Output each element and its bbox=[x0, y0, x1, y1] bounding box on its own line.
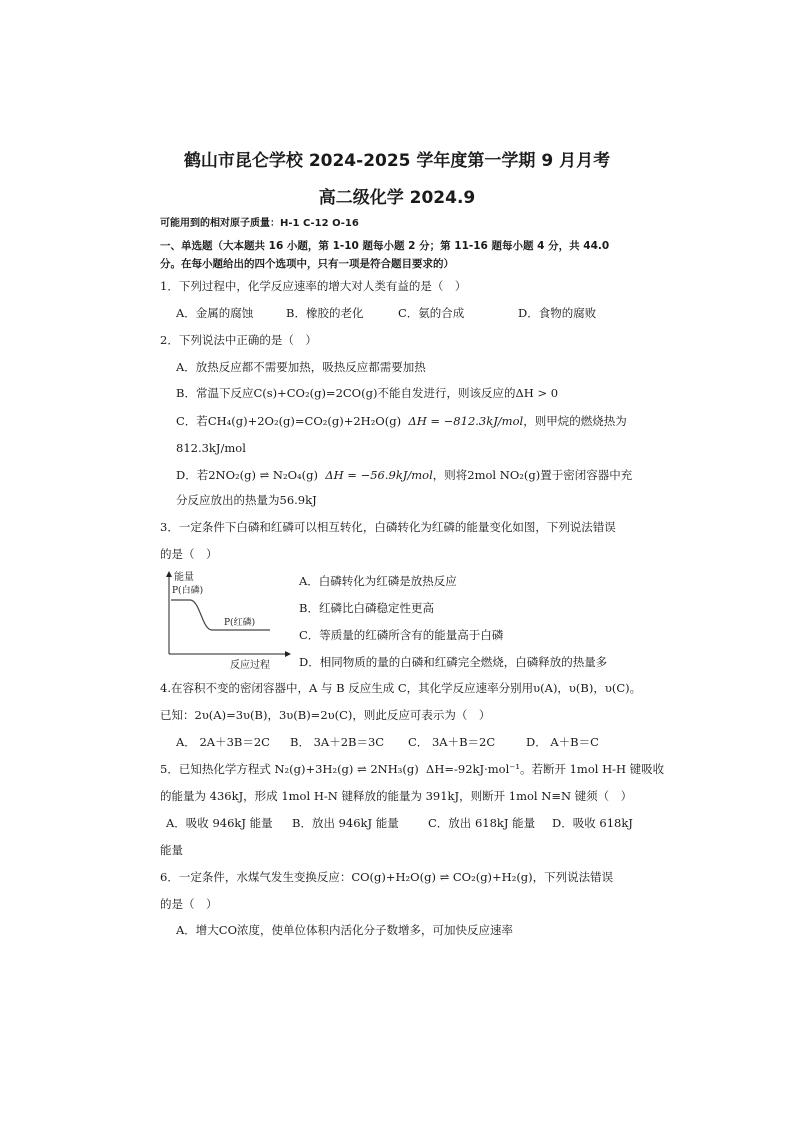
q2-d-mid: ，则将 bbox=[432, 468, 468, 482]
q2-b-equation: C(s)+CO₂(g)=2CO(g) bbox=[253, 386, 378, 400]
q5-option-a: A．吸收 946kJ 能量 bbox=[166, 816, 273, 830]
q5-option-c: C．放出 618kJ 能量 bbox=[428, 816, 536, 830]
q2-d-amount: 2mol NO₂(g) bbox=[467, 468, 541, 482]
q2-b-enthalpy: ΔH > 0 bbox=[515, 386, 559, 400]
q2-option-c bbox=[176, 413, 627, 429]
q6-stem-rest: ，下列说法错误 bbox=[532, 870, 614, 884]
q4-option-d: D． A＋B＝C bbox=[526, 735, 599, 749]
red-phosphorus-label: P(红磷) bbox=[224, 618, 256, 628]
q4-option-a: A． 2A＋3B＝2C bbox=[176, 735, 270, 749]
q5-option-d-wrap: 能量 bbox=[160, 843, 183, 857]
q2-b-prefix: B．常温下反应 bbox=[176, 386, 254, 400]
reaction-axis-label: 反应过程 bbox=[230, 660, 270, 671]
white-phosphorus-label: P(白磷) bbox=[172, 586, 204, 596]
energy-curve bbox=[171, 600, 270, 630]
q5-equation: 5．已知热化学方程式 N₂(g)+3H₂(g) ⇌ 2NH₃(g) bbox=[160, 762, 419, 776]
q2-d-enthalpy: ΔH = −56.9kJ/mol bbox=[325, 468, 433, 482]
q5-stem-line1 bbox=[160, 761, 664, 777]
q2-d-prefix: D．若 bbox=[176, 468, 209, 482]
q2-c-equation: CH₄(g)+2O₂(g)=CO₂(g)+2H₂O(g) bbox=[207, 414, 402, 428]
q2-option-d-line2: 分反应放出的热量为56.9kJ bbox=[176, 493, 317, 507]
q1-option-a: A．金属的腐蚀 bbox=[176, 306, 254, 320]
q1-stem: 1．下列过程中，化学反应速率的增大对人类有益的是（ ） bbox=[160, 279, 467, 293]
q3-stem-line2: 的是（ ） bbox=[160, 547, 218, 561]
q4-option-c: C． 3A＋B＝2C bbox=[408, 735, 496, 749]
energy-axis-label: 能量 bbox=[174, 572, 194, 583]
q4-relation-2: 3υ(B)=2υ(C) bbox=[278, 708, 353, 722]
q3-stem-line1: 3．一定条件下白磷和红磷可以相互转化，白磷转化为红磷的能量变化如图，下列说法错误 bbox=[160, 520, 616, 534]
q3-option-c: C．等质量的红磷所含有的能量高于白磷 bbox=[299, 628, 504, 642]
q2-c-prefix: C．若 bbox=[176, 414, 208, 428]
q4-option-b: B． 3A＋2B＝3C bbox=[290, 735, 385, 749]
q2-option-b bbox=[176, 385, 558, 401]
q4-stem-line1 bbox=[160, 680, 641, 696]
section-heading-line1: 一、单选题（大本题共 16 小题，第 1-10 题每小题 2 分；第 11-16 题每小题 4 分，共 44.0 bbox=[160, 240, 610, 252]
q6-stem-line1 bbox=[160, 869, 613, 885]
q4-stem-line2: 已知：2υ(A)=3υ(B)，3υ(B)=2υ(C)，则此反应可表示为（ ） bbox=[160, 708, 491, 722]
section-heading-line2: 分。在每小题给出的四个选项中，只有一项是符合题目要求的） bbox=[160, 258, 454, 270]
energy-diagram bbox=[160, 568, 292, 672]
q6-stem-line2: 的是（ ） bbox=[160, 897, 218, 911]
q2-option-c-line2: 812.3kJ/mol bbox=[176, 441, 246, 455]
q6-option-a: A．增大CO浓度，使单位体积内活化分子数增多，可加快反应速率 bbox=[176, 923, 514, 937]
q2-c-enthalpy: ΔH = −812.3kJ/mol bbox=[408, 414, 524, 428]
q4-stem-text: 4.在容积不变的密闭容器中，A 与 B 反应生成 C，其化学反应速率分别用 bbox=[160, 681, 534, 695]
exam-title: 鹤山市昆仑学校 2024-2025 学年度第一学期 9 月月考 bbox=[183, 151, 611, 171]
q1-option-b: B．橡胶的老化 bbox=[286, 306, 364, 320]
q3-option-d: D．相同物质的量的白磷和红磷完全燃烧，白磷释放的热量多 bbox=[299, 655, 608, 669]
q4-given: 已知： bbox=[160, 708, 195, 722]
q2-option-d bbox=[176, 467, 632, 483]
q1-option-c: C．氨的合成 bbox=[398, 306, 465, 320]
atomic-masses: 可能用到的相对原子质量：H-1 C-12 O-16 bbox=[160, 218, 359, 229]
q4-question: ，则此反应可表示为（ ） bbox=[352, 708, 491, 722]
q5-stem-rest: 。若断开 1mol H-H 键吸收 bbox=[519, 762, 665, 776]
q5-option-b: B．放出 946kJ 能量 bbox=[292, 816, 399, 830]
q2-option-a: A．放热反应都不需要加热，吸热反应都需要加热 bbox=[176, 360, 426, 374]
q4-relation-1: 2υ(A)=3υ(B) bbox=[194, 708, 268, 722]
q5-option-d: D．吸收 618kJ bbox=[552, 816, 633, 830]
q5-stem-line2: 的能量为 436kJ，形成 1mol H-N 键释放的能量为 391kJ，则断开 1mol N≡N 键须（ ） bbox=[160, 789, 633, 803]
q5-enthalpy: ΔH=-92kJ·mol⁻¹ bbox=[426, 762, 520, 776]
q3-option-b: B．红磷比白磷稳定性更高 bbox=[299, 601, 434, 615]
q2-d-equation: 2NO₂(g) ⇌ N₂O₄(g) bbox=[208, 468, 318, 482]
q1-option-d: D．食物的腐败 bbox=[518, 306, 597, 320]
q2-stem: 2．下列说法中正确的是（ ） bbox=[160, 333, 317, 347]
exam-subtitle: 高二级化学 2024.9 bbox=[318, 188, 476, 208]
q6-equation: CO(g)+H₂O(g) ⇌ CO₂(g)+H₂(g) bbox=[351, 870, 533, 884]
q3-option-a: A．白磷转化为红磷是放热反应 bbox=[299, 574, 457, 588]
q2-b-suffix: 不能自发进行，则该反应的 bbox=[377, 386, 516, 400]
q2-d-suffix: 置于密闭容器中充 bbox=[540, 468, 633, 482]
q4-rate-symbols: υ(A)，υ(B)，υ(C)。 bbox=[533, 681, 642, 695]
q2-c-suffix: ，则甲烷的燃烧热为 bbox=[523, 414, 627, 428]
q6-stem-text: 6．一定条件，水煤气发生变换反应： bbox=[160, 870, 352, 884]
